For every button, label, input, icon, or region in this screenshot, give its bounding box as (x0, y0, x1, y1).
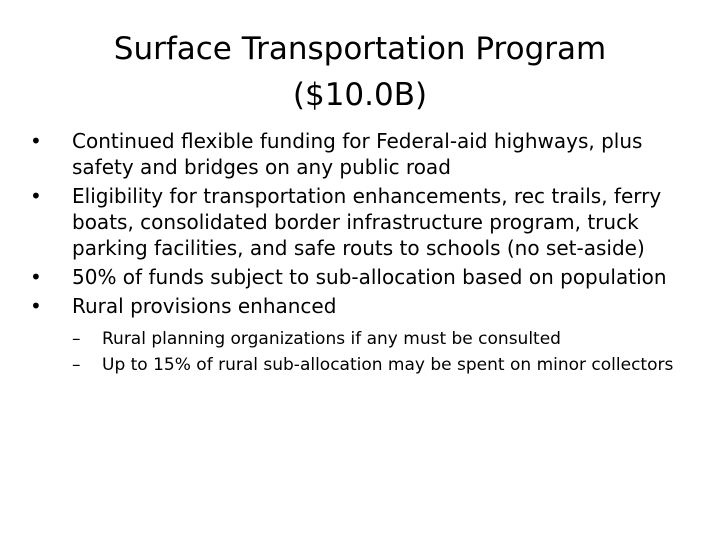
sub-bullet-text: Rural planning organizations if any must be consulted (102, 329, 561, 349)
bullet-marker: • (30, 294, 42, 318)
sub-bullet-marker: – (72, 329, 81, 349)
bullet-marker: • (30, 184, 42, 208)
bullet-item-2 (30, 183, 695, 261)
sub-bullet-item-1 (72, 327, 695, 352)
title-line-2: ($10.0B) (292, 77, 428, 113)
bullet-text: Continued flexible funding for Federal-aid highways, plus safety and bridges on any public road (72, 129, 643, 179)
sub-bullet-item-2 (72, 353, 695, 378)
bullet-item-1 (30, 128, 695, 180)
slide-title (60, 26, 660, 118)
bullet-text: 50% of funds subject to sub-allocation based on population (72, 265, 667, 289)
bullet-text: Rural provisions enhanced (72, 294, 337, 318)
bullet-list (30, 128, 695, 381)
bullet-text: Eligibility for transportation enhancements, rec trails, ferry boats, consolidated border infrastructure program, truck parking facilities, and safe routs to schools (no set-aside) (72, 184, 662, 260)
bullet-marker: • (30, 129, 42, 153)
bullet-item-3 (30, 264, 695, 290)
sub-bullet-marker: – (72, 355, 81, 375)
title-line-1: Surface Transportation Program (113, 31, 607, 67)
sub-bullet-text: Up to 15% of rural sub-allocation may be spent on minor collectors (102, 355, 674, 375)
bullet-marker: • (30, 265, 42, 289)
sub-bullet-list (72, 327, 695, 378)
bullet-item-4 (30, 293, 695, 378)
